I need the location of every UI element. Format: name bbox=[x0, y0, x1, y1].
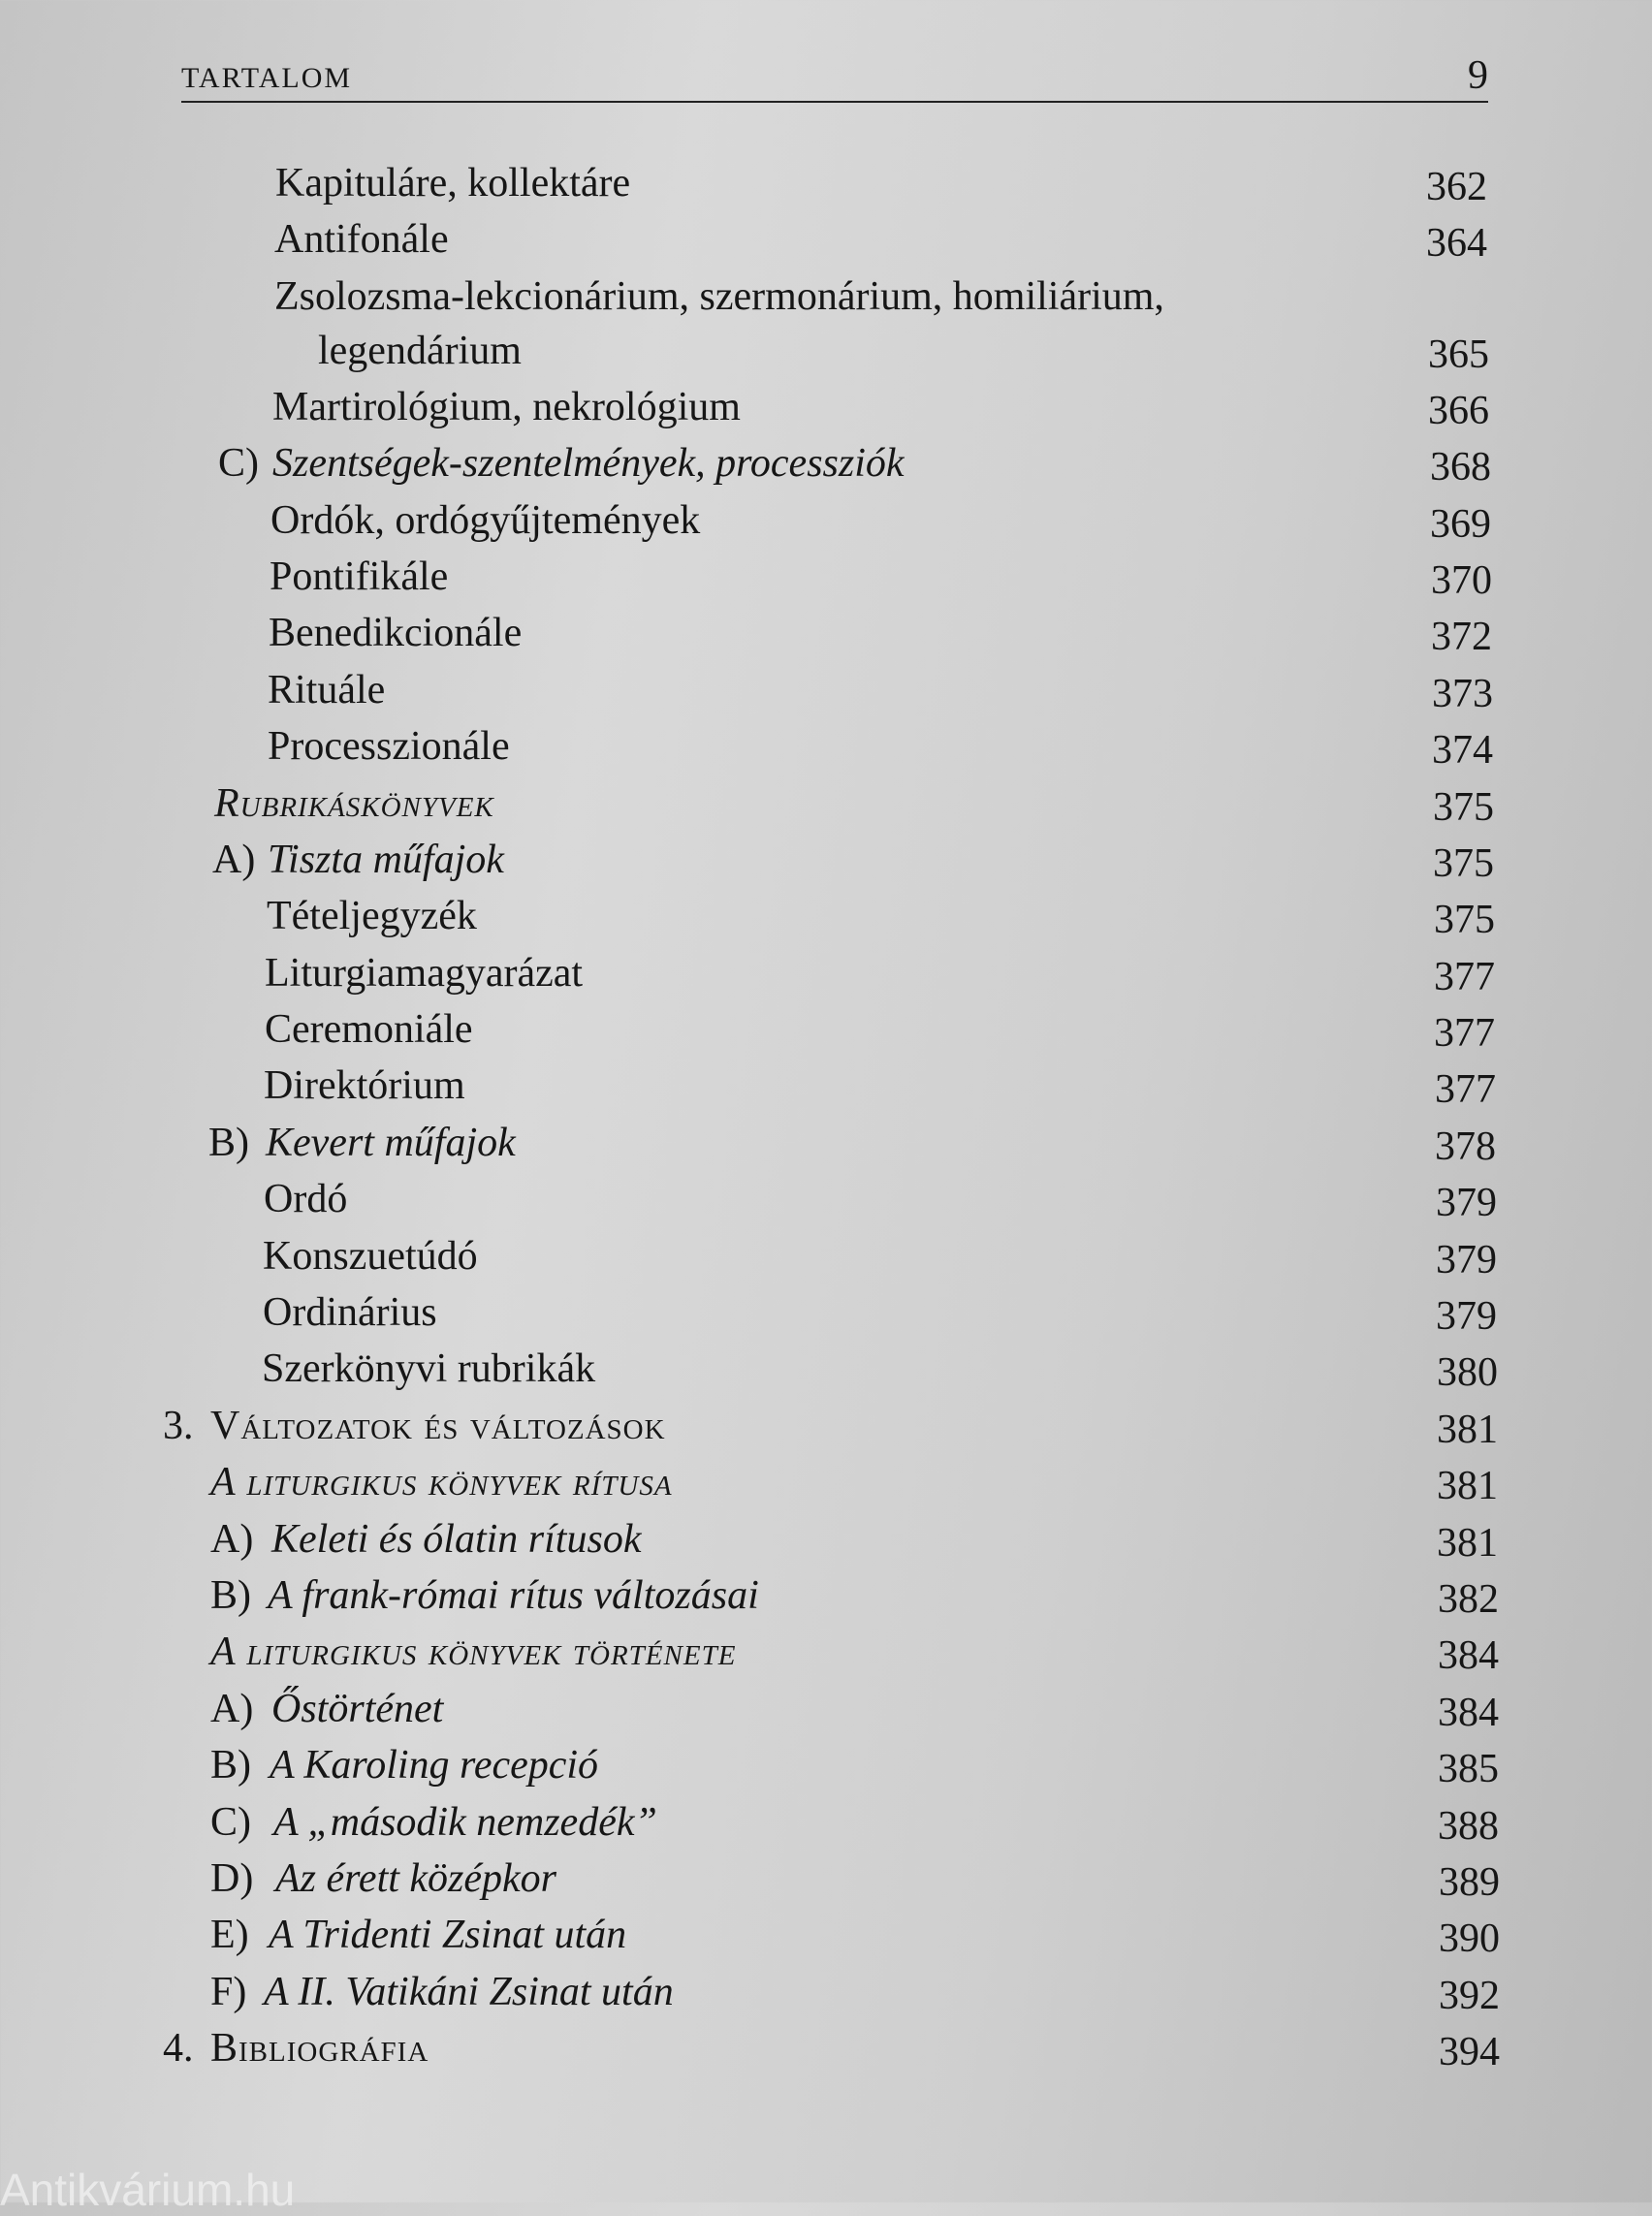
toc-entry-page: 365 bbox=[1428, 332, 1489, 377]
toc-entry-page: 373 bbox=[1432, 671, 1493, 716]
toc-entry-title: Direktórium bbox=[264, 1063, 465, 1109]
toc-entry-page: 384 bbox=[1438, 1633, 1499, 1679]
toc-entry bbox=[0, 888, 1652, 944]
toc-entry-page: 369 bbox=[1430, 501, 1491, 547]
toc-entry-label: A) bbox=[210, 1686, 254, 1731]
toc-entry-page: 381 bbox=[1437, 1407, 1498, 1452]
watermark: Antikvárium.hu bbox=[0, 2165, 296, 2215]
toc-entry bbox=[0, 1794, 1652, 1851]
toc-entry-page: 366 bbox=[1428, 388, 1489, 433]
toc-entry bbox=[0, 269, 1652, 379]
toc-entry bbox=[0, 1284, 1652, 1341]
toc-entry-title: Ceremoniále bbox=[265, 1007, 473, 1053]
toc-entry-page: 381 bbox=[1437, 1520, 1498, 1566]
toc-entry bbox=[0, 379, 1652, 435]
toc-entry-title: Pontifikále bbox=[270, 554, 449, 599]
toc-section-title: Rubrikáskönyvek bbox=[214, 780, 494, 826]
toc-entry-page: 368 bbox=[1430, 445, 1491, 491]
toc-entry-label: A) bbox=[210, 1516, 254, 1562]
toc-entry-title: A „második nemzedék” bbox=[273, 1799, 657, 1845]
toc-entry-page: 375 bbox=[1434, 898, 1495, 943]
toc-entry-title: Martirológium, nekrológium bbox=[272, 384, 741, 429]
toc-section-title: A liturgikus könyvek története bbox=[210, 1630, 737, 1675]
page-header bbox=[181, 50, 1488, 103]
toc-entry bbox=[0, 435, 1652, 491]
toc-entry bbox=[0, 1228, 1652, 1284]
toc-entry-page: 381 bbox=[1437, 1464, 1498, 1509]
toc-entry bbox=[0, 1454, 1652, 1510]
toc-entry bbox=[0, 1681, 1652, 1737]
toc-entry-page: 364 bbox=[1426, 221, 1487, 267]
toc-entry-title: Antifonále bbox=[274, 217, 449, 263]
toc-entry-title-continued: legendárium bbox=[318, 328, 522, 373]
toc-entry bbox=[0, 1624, 1652, 1680]
toc-entry-page: 388 bbox=[1438, 1803, 1499, 1849]
toc-entry bbox=[0, 1171, 1652, 1227]
toc-entry bbox=[0, 549, 1652, 605]
toc-entry-page: 362 bbox=[1426, 165, 1487, 209]
toc-entry bbox=[0, 1001, 1652, 1058]
toc-entry-page: 375 bbox=[1433, 840, 1494, 886]
toc-entry-title: Liturgiamagyarázat bbox=[265, 950, 584, 996]
toc-entry-page: 380 bbox=[1437, 1350, 1498, 1396]
toc-entry-page: 390 bbox=[1439, 1916, 1500, 1962]
toc-entry bbox=[0, 1398, 1652, 1454]
toc-chapter-number: 3. bbox=[163, 1403, 194, 1448]
toc-entry-label: F) bbox=[210, 1969, 247, 2014]
toc-section-title: A liturgikus könyvek rítusa bbox=[210, 1460, 673, 1505]
toc-entry-page: 377 bbox=[1434, 1011, 1495, 1057]
toc-entry bbox=[0, 662, 1652, 718]
toc-entry-page: 384 bbox=[1438, 1690, 1499, 1735]
toc-entry bbox=[0, 1511, 1652, 1567]
toc-chapter-title: Bibliográfia bbox=[210, 2026, 429, 2072]
toc-entry-title: Szerkönyvi rubrikák bbox=[262, 1346, 596, 1392]
toc-entry bbox=[0, 1058, 1652, 1114]
toc-chapter-number: 4. bbox=[163, 2026, 194, 2072]
toc-entry-title: A Karoling recepció bbox=[270, 1743, 599, 1789]
toc-entry-page: 377 bbox=[1435, 1067, 1496, 1113]
toc-entry bbox=[0, 155, 1652, 211]
toc-entry bbox=[0, 1907, 1652, 1963]
toc-entry-label: C) bbox=[218, 441, 259, 487]
toc-entry-page: 392 bbox=[1439, 1973, 1500, 2018]
toc-entry bbox=[0, 832, 1652, 888]
toc-entry-page: 379 bbox=[1436, 1237, 1497, 1282]
toc-entry-label: B) bbox=[210, 1572, 251, 1618]
toc-entry-page: 370 bbox=[1431, 557, 1492, 603]
table-of-contents bbox=[0, 155, 1652, 2077]
toc-entry-page: 394 bbox=[1439, 2030, 1500, 2075]
toc-entry-page: 374 bbox=[1432, 728, 1493, 774]
toc-entry bbox=[0, 605, 1652, 661]
toc-chapter-title: Változatok és változások bbox=[210, 1403, 666, 1448]
toc-entry-title: Rituále bbox=[268, 667, 386, 712]
toc-entry bbox=[0, 2020, 1652, 2076]
toc-entry bbox=[0, 1964, 1652, 2020]
toc-entry-label: B) bbox=[208, 1120, 249, 1165]
toc-entry bbox=[0, 776, 1652, 832]
toc-entry bbox=[0, 945, 1652, 1001]
toc-entry bbox=[0, 1115, 1652, 1171]
toc-entry-label: B) bbox=[210, 1743, 251, 1789]
toc-entry-page: 385 bbox=[1438, 1747, 1499, 1792]
toc-entry bbox=[0, 211, 1652, 268]
toc-entry-title: Szentségek-szentelmények, processziók bbox=[272, 441, 905, 487]
toc-entry-page: 382 bbox=[1438, 1576, 1499, 1622]
toc-entry-title: Benedikcionále bbox=[269, 611, 523, 656]
toc-entry-page: 377 bbox=[1434, 954, 1495, 999]
toc-entry-title: Konszuetúdó bbox=[263, 1233, 478, 1279]
toc-entry-title: Processzionále bbox=[268, 724, 510, 770]
toc-entry-title: Tiszta műfajok bbox=[268, 837, 504, 882]
toc-entry-page: 375 bbox=[1433, 784, 1494, 830]
toc-entry-label: E) bbox=[210, 1913, 249, 1958]
toc-entry-page: 372 bbox=[1431, 615, 1492, 660]
running-title: TARTALOM bbox=[181, 62, 353, 94]
toc-entry-title: Az érett középkor bbox=[275, 1855, 557, 1901]
toc-entry-title: Zsolozsma-lekcionárium, szermonárium, homiliárium, bbox=[274, 273, 1164, 319]
toc-entry-label: A) bbox=[212, 837, 256, 882]
page-number: 9 bbox=[1468, 53, 1488, 98]
toc-entry-title: Őstörténet bbox=[271, 1686, 444, 1731]
toc-entry-label: D) bbox=[210, 1855, 254, 1901]
toc-entry-title: Ordók, ordógyűjtemények bbox=[270, 497, 701, 543]
toc-entry-page: 379 bbox=[1436, 1181, 1497, 1226]
toc-entry-title: A II. Vatikáni Zsinat után bbox=[264, 1969, 674, 2014]
toc-entry bbox=[0, 718, 1652, 775]
toc-entry-title: A Tridenti Zsinat után bbox=[269, 1913, 627, 1958]
toc-entry bbox=[0, 1567, 1652, 1624]
toc-entry-title: Ordó bbox=[264, 1177, 348, 1222]
toc-entry-label: C) bbox=[210, 1799, 251, 1845]
toc-entry-title: Keleti és ólatin rítusok bbox=[271, 1516, 642, 1562]
toc-entry-page: 379 bbox=[1436, 1294, 1497, 1340]
toc-entry-page: 389 bbox=[1439, 1859, 1500, 1905]
toc-entry-page: 378 bbox=[1435, 1124, 1496, 1169]
toc-entry-title: Kevert műfajok bbox=[266, 1120, 516, 1165]
toc-entry-title: Ordinárius bbox=[263, 1290, 437, 1336]
toc-entry bbox=[0, 1737, 1652, 1793]
toc-entry bbox=[0, 1341, 1652, 1397]
toc-entry-title: Tételjegyzék bbox=[267, 894, 477, 939]
toc-entry bbox=[0, 1851, 1652, 1907]
toc-entry bbox=[0, 492, 1652, 549]
toc-entry-title: A frank-római rítus változásai bbox=[268, 1572, 759, 1618]
toc-entry-title: Kapituláre, kollektáre bbox=[275, 161, 631, 206]
